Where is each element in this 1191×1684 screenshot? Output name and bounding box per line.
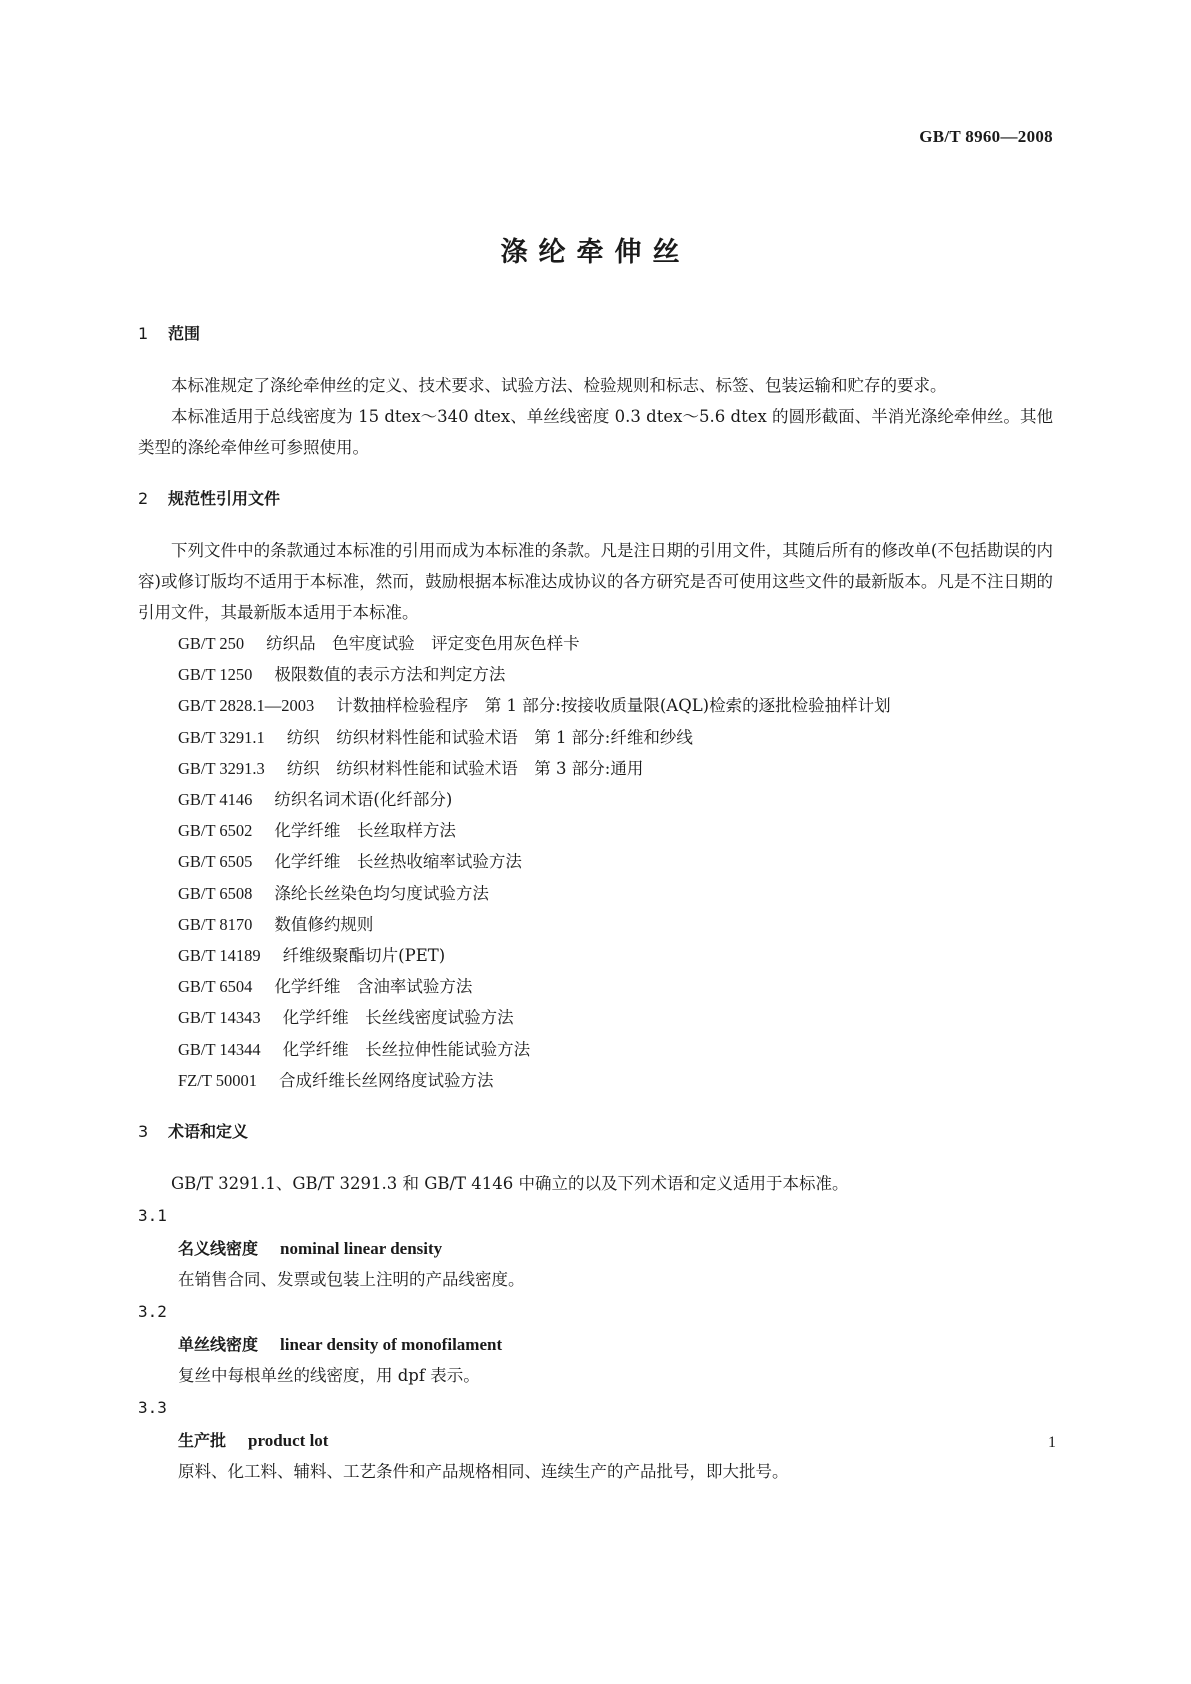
reference-code: GB/T 14344	[178, 1039, 261, 1059]
section-heading-terms	[138, 1116, 1053, 1148]
reference-item	[138, 940, 1053, 971]
reference-code: GB/T 6504	[178, 977, 253, 997]
reference-item	[138, 971, 1053, 1002]
term-en: product lot	[248, 1431, 329, 1451]
reference-item	[138, 1002, 1053, 1033]
reference-title: 数值修约规则	[274, 914, 374, 934]
reference-title: 纺织名词术语(化纤部分)	[274, 790, 453, 810]
reference-item	[138, 1034, 1053, 1065]
reference-item	[138, 753, 1053, 784]
reference-item	[138, 815, 1053, 846]
term-zh: 名义线密度	[178, 1239, 259, 1259]
reference-code: GB/T 1250	[178, 665, 253, 685]
reference-title: 化学纤维 含油率试验方法	[274, 977, 473, 997]
reference-title: 化学纤维 长丝线密度试验方法	[282, 1008, 514, 1028]
reference-item	[138, 628, 1053, 659]
reference-code: GB/T 8170	[178, 914, 253, 934]
term-number: 3.3	[138, 1398, 167, 1418]
term-zh: 单丝线密度	[178, 1335, 259, 1355]
term-entry	[138, 1391, 1053, 1487]
document-title: 涤纶牵伸丝	[500, 237, 691, 268]
term-number: 3.1	[138, 1206, 167, 1226]
reference-title: 合成纤维长丝网络度试验方法	[279, 1070, 494, 1090]
term-heading	[138, 1233, 1053, 1264]
reference-code: GB/T 250	[178, 634, 245, 653]
section-number: 2	[138, 489, 149, 508]
reference-item	[138, 690, 1053, 721]
term-definition: 原料、化工料、辅料、工艺条件和产品规格相同、连续生产的产品批号，即大批号。	[178, 1462, 789, 1482]
reference-item	[138, 722, 1053, 753]
section-number: 3	[138, 1122, 149, 1142]
page-number: 1	[1048, 1434, 1056, 1451]
term-heading	[138, 1425, 1053, 1456]
reference-item	[138, 909, 1053, 940]
reference-item	[138, 659, 1053, 690]
paragraph: 本标准适用于总线密度为 15 dtex～340 dtex、单丝线密度 0.3 dtex～5.6 dtex 的圆形截面、半消光涤纶牵伸丝。其他类型的涤纶牵伸丝可参照使用。	[138, 407, 1053, 457]
term-en: linear density of monofilament	[280, 1335, 503, 1355]
paragraph: 本标准规定了涤纶牵伸丝的定义、技术要求、试验方法、检验规则和标志、标签、包装运输和贮存的要求。	[171, 376, 947, 395]
reference-title: 极限数值的表示方法和判定方法	[274, 665, 506, 685]
section-title: 术语和定义	[168, 1122, 249, 1142]
reference-code: GB/T 3291.3	[178, 758, 265, 778]
term-heading	[138, 1329, 1053, 1360]
paragraph: 下列文件中的条款通过本标准的引用而成为本标准的条款。凡是注日期的引用文件，其随后所有的修改单(不包括勘误的内容)或修订版均不适用于本标准，然而，鼓励根据本标准达成协议的各方研究是否可使用这些文件的最新版本。凡是不注日期的引用文件，其最新版本适用于本标准。	[138, 541, 1053, 622]
section-heading-scope	[138, 318, 1053, 350]
reference-title: 化学纤维 长丝热收缩率试验方法	[274, 852, 522, 872]
reference-item	[138, 784, 1053, 815]
section-number: 1	[138, 324, 149, 343]
term-entry	[138, 1199, 1053, 1295]
reference-list	[138, 628, 1053, 1096]
reference-title: 涤纶长丝染色均匀度试验方法	[274, 883, 489, 903]
reference-title: 纺织 纺织材料性能和试验术语 第 3 部分:通用	[286, 758, 644, 778]
reference-item	[138, 846, 1053, 877]
paragraph: GB/T 3291.1、GB/T 3291.3 和 GB/T 4146 中确立的以及下列术语和定义适用于本标准。	[171, 1174, 849, 1194]
reference-title: 化学纤维 长丝取样方法	[274, 821, 456, 841]
reference-title: 纺织 纺织材料性能和试验术语 第 1 部分:纤维和纱线	[286, 727, 693, 747]
reference-code: GB/T 6502	[178, 821, 253, 841]
section-title: 规范性引用文件	[168, 489, 281, 508]
term-zh: 生产批	[178, 1431, 227, 1451]
reference-title: 化学纤维 长丝拉伸性能试验方法	[282, 1039, 531, 1059]
standard-code: GB/T 8960—2008	[919, 127, 1053, 146]
document-body	[138, 318, 1053, 1487]
reference-item	[138, 878, 1053, 909]
reference-code: GB/T 4146	[178, 790, 253, 810]
term-definition: 复丝中每根单丝的线密度，用 dpf 表示。	[178, 1366, 480, 1386]
term-number: 3.2	[138, 1302, 167, 1322]
reference-code: GB/T 6505	[178, 852, 253, 872]
reference-code: FZ/T 50001	[178, 1070, 257, 1090]
section-heading-normative-references	[138, 483, 1053, 515]
term-definition: 在销售合同、发票或包装上注明的产品线密度。	[178, 1270, 525, 1290]
section-title: 范围	[168, 324, 201, 343]
reference-title: 纤维级聚酯切片(PET)	[282, 946, 446, 966]
reference-item	[138, 1065, 1053, 1096]
reference-code: GB/T 2828.1—2003	[178, 696, 315, 716]
reference-code: GB/T 14189	[178, 946, 261, 966]
reference-title: 计数抽样检验程序 第 1 部分:按接收质量限(AQL)检索的逐批检验抽样计划	[336, 696, 891, 716]
reference-code: GB/T 6508	[178, 883, 253, 903]
reference-title: 纺织品 色牢度试验 评定变色用灰色样卡	[266, 634, 580, 653]
reference-code: GB/T 14343	[178, 1008, 261, 1028]
term-en: nominal linear density	[280, 1239, 443, 1259]
reference-code: GB/T 3291.1	[178, 727, 265, 747]
term-entry	[138, 1295, 1053, 1391]
